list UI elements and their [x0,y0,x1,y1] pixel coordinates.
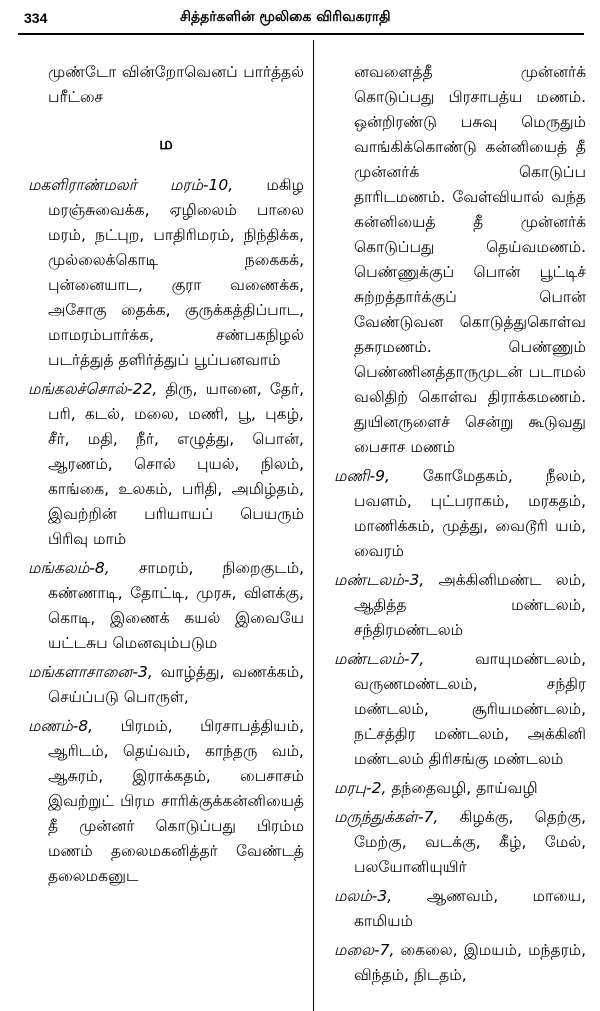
header-rule [18,33,584,35]
entry-text: பிரமம், பிரசாபத்தியம், ஆரிடம், தெய்வம், காந்தரு வம், ஆசுரம், இராக்கதம், பைசாசம் இவற்றுட் பிரம சாரிக்குக்கன்னியைத் தீ முன்னர் கொடுப்பது பிரம்ம மணம் தலைமகனித்தர் வேண்டத் தலைமகனுட [48,717,304,885]
dictionary-entry [334,568,586,643]
section-letter: ம [159,134,173,154]
entry-text: திரு, யானை, தேர், பரி, கடல், மலை, மணி, பூ, புகழ், சீர், மதி, நீர், எழுத்து, பொன், ஆரணம், சொல் புயல், நிலம், காங்கை, உலகம், பரிதி, அமிழ்தம், இவற்றின் பரியாயப் பெயரும் பிரிவு மாம் [48,380,304,548]
entry-headword: மலை-7, [334,941,395,959]
dictionary-entry [334,464,586,564]
entry-headword: மகளிராண்மலர் மரம்-10, [28,176,234,194]
dictionary-entry [334,884,586,934]
dictionary-entry [28,556,304,656]
dictionary-entry [334,647,586,772]
right-column [334,60,586,992]
entry-headword: மண்டலம்-7, [334,650,425,668]
entry-headword: மரபு-2, [334,779,387,797]
dictionary-entry [28,714,304,889]
page-header [0,0,600,34]
entry-text: மகிழ மரஞ்சுவைக்க, ஏழிலைம் பாலை மரம், நட்புற, பாதிரிமரம், நிந்திக்க, முல்லைக்கொடி நகைகக், புன்னையாட, குரா வணைக்க, அசோகு தைக்க, குருக்கத்திப்பாட, மாமரம்பார்க்க, சண்பகநிழல் படர்த்துத் தளிர்த்துப் பூப்பனவாம் [48,176,304,369]
continuation-text: முண்டோ வின்றோவெனப் பார்த்தல் பரீட்சை [48,63,304,106]
entry-text: கோமேதகம், நீலம், பவளம், புட்பராகம், மரகதம், மாணிக்கம், முத்து, வைடூரி யம், வைரம் [354,467,586,560]
entry-headword: மருந்துக்கள்-7, [334,808,439,826]
dictionary-entry [334,776,586,801]
entry-headword: மலம்-3, [334,887,393,905]
entry-headword: மங்கலம்-8, [28,559,110,577]
running-head: சித்தர்களின் மூலிகை விரிவகராதி [180,9,391,25]
entry-text: வாயுமண்டலம், வருணமண்டலம், சந்திர மண்டலம், சூரியமண்டலம், நட்சத்திர மண்டலம், அக்கினி மண்டலம் திரிசங்கு மண்டலம் [354,650,586,768]
entry-text: அக்கினிமண்ட லம், ஆதித்த மண்டலம், சந்திரமண்டலம் [354,571,586,639]
column-divider [313,40,314,1011]
entry-headword: மண்டலம்-3, [334,571,425,589]
page-number: 334 [24,10,48,26]
dictionary-entry [28,660,304,710]
dictionary-entry [28,173,304,373]
dictionary-entry [334,938,586,988]
entry-headword: மணி-9, [334,467,390,485]
entry-text: கிழக்கு, தெற்கு, மேற்கு, வடக்கு, கீழ், மேல், பலயோனியுயிர் [354,808,586,876]
entry-headword: மங்களாசானை-3, [28,663,153,681]
entry-text: கைலை, இமயம், மந்தரம், விந்தம், நிடதம், [354,941,586,984]
entry-text: ஆணவம், மாயை, காமியம் [354,887,586,930]
entry-headword: மங்கலச்சொல்-22, [28,380,158,398]
entry-text: வாழ்த்து, வணக்கம், செய்ப்படு பொருள், [48,663,304,706]
continuation-text: னவளைத்தீ முன்னர்க் கொடுப்பது பிரசாபத்ய மணம். ஒன்றிரண்டு பசுவு மெருதும் வாங்கிக்கொண்டு கன்னியைத் தீ முன்னர்க் கொடுப்ப தாரிடமணம். வேள்வியால் வந்த கன்னியைத் தீ முன்னர்க் கொடுப்பது தெய்வமணம். பெண்ணுக்குப் பொன் பூட்டிச் சுற்றத்தார்க்குப் பொன் வேண்டுவன கொடுத்துகொள்வ தசுரமணம். பெண்ணும் பெண்ணினத்தாருமுடன் படாமல் வலிதிற் கொள்வ திராக்கமணம். துயினருளைச் சென்று கூடுவது பைசாச மணம் [354,63,586,456]
entry-text: தந்தைவழி, தாய்வழி [386,779,538,797]
entry-text: சாமரம், நிறைகுடம், கண்ணாடி, தோட்டி, முரசு, விளக்கு, கொடி, இணைக் கயல் இவையே யட்டசுப மெனவும்படும [48,559,304,652]
dictionary-entry [334,805,586,880]
dictionary-entry [28,377,304,552]
entry-headword: மணம்-8, [28,717,94,735]
left-column [28,60,304,893]
